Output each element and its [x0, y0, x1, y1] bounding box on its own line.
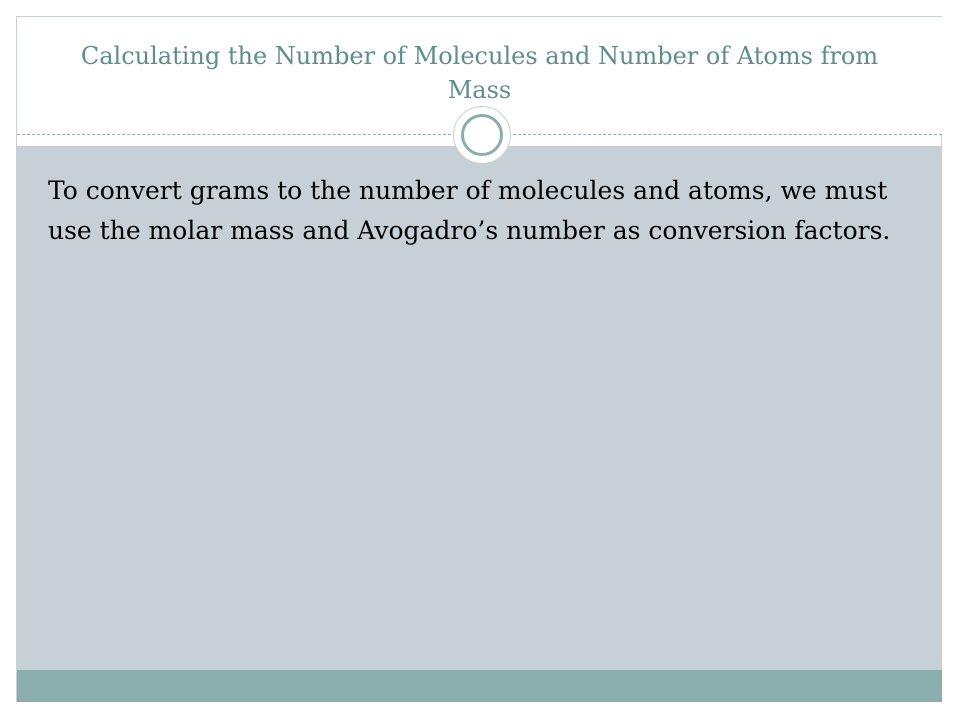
circle-ring-inner	[461, 114, 503, 156]
slide-title: Calculating the Number of Molecules and Number of Atoms from Mass	[80, 42, 879, 104]
footer-bar	[17, 670, 942, 702]
circle-ring-icon	[453, 106, 511, 164]
body-text: To convert grams to the number of molecules and atoms, we must use the molar mass and Avogadro’s number as conversion factors.	[48, 176, 891, 245]
content-area	[17, 146, 942, 670]
